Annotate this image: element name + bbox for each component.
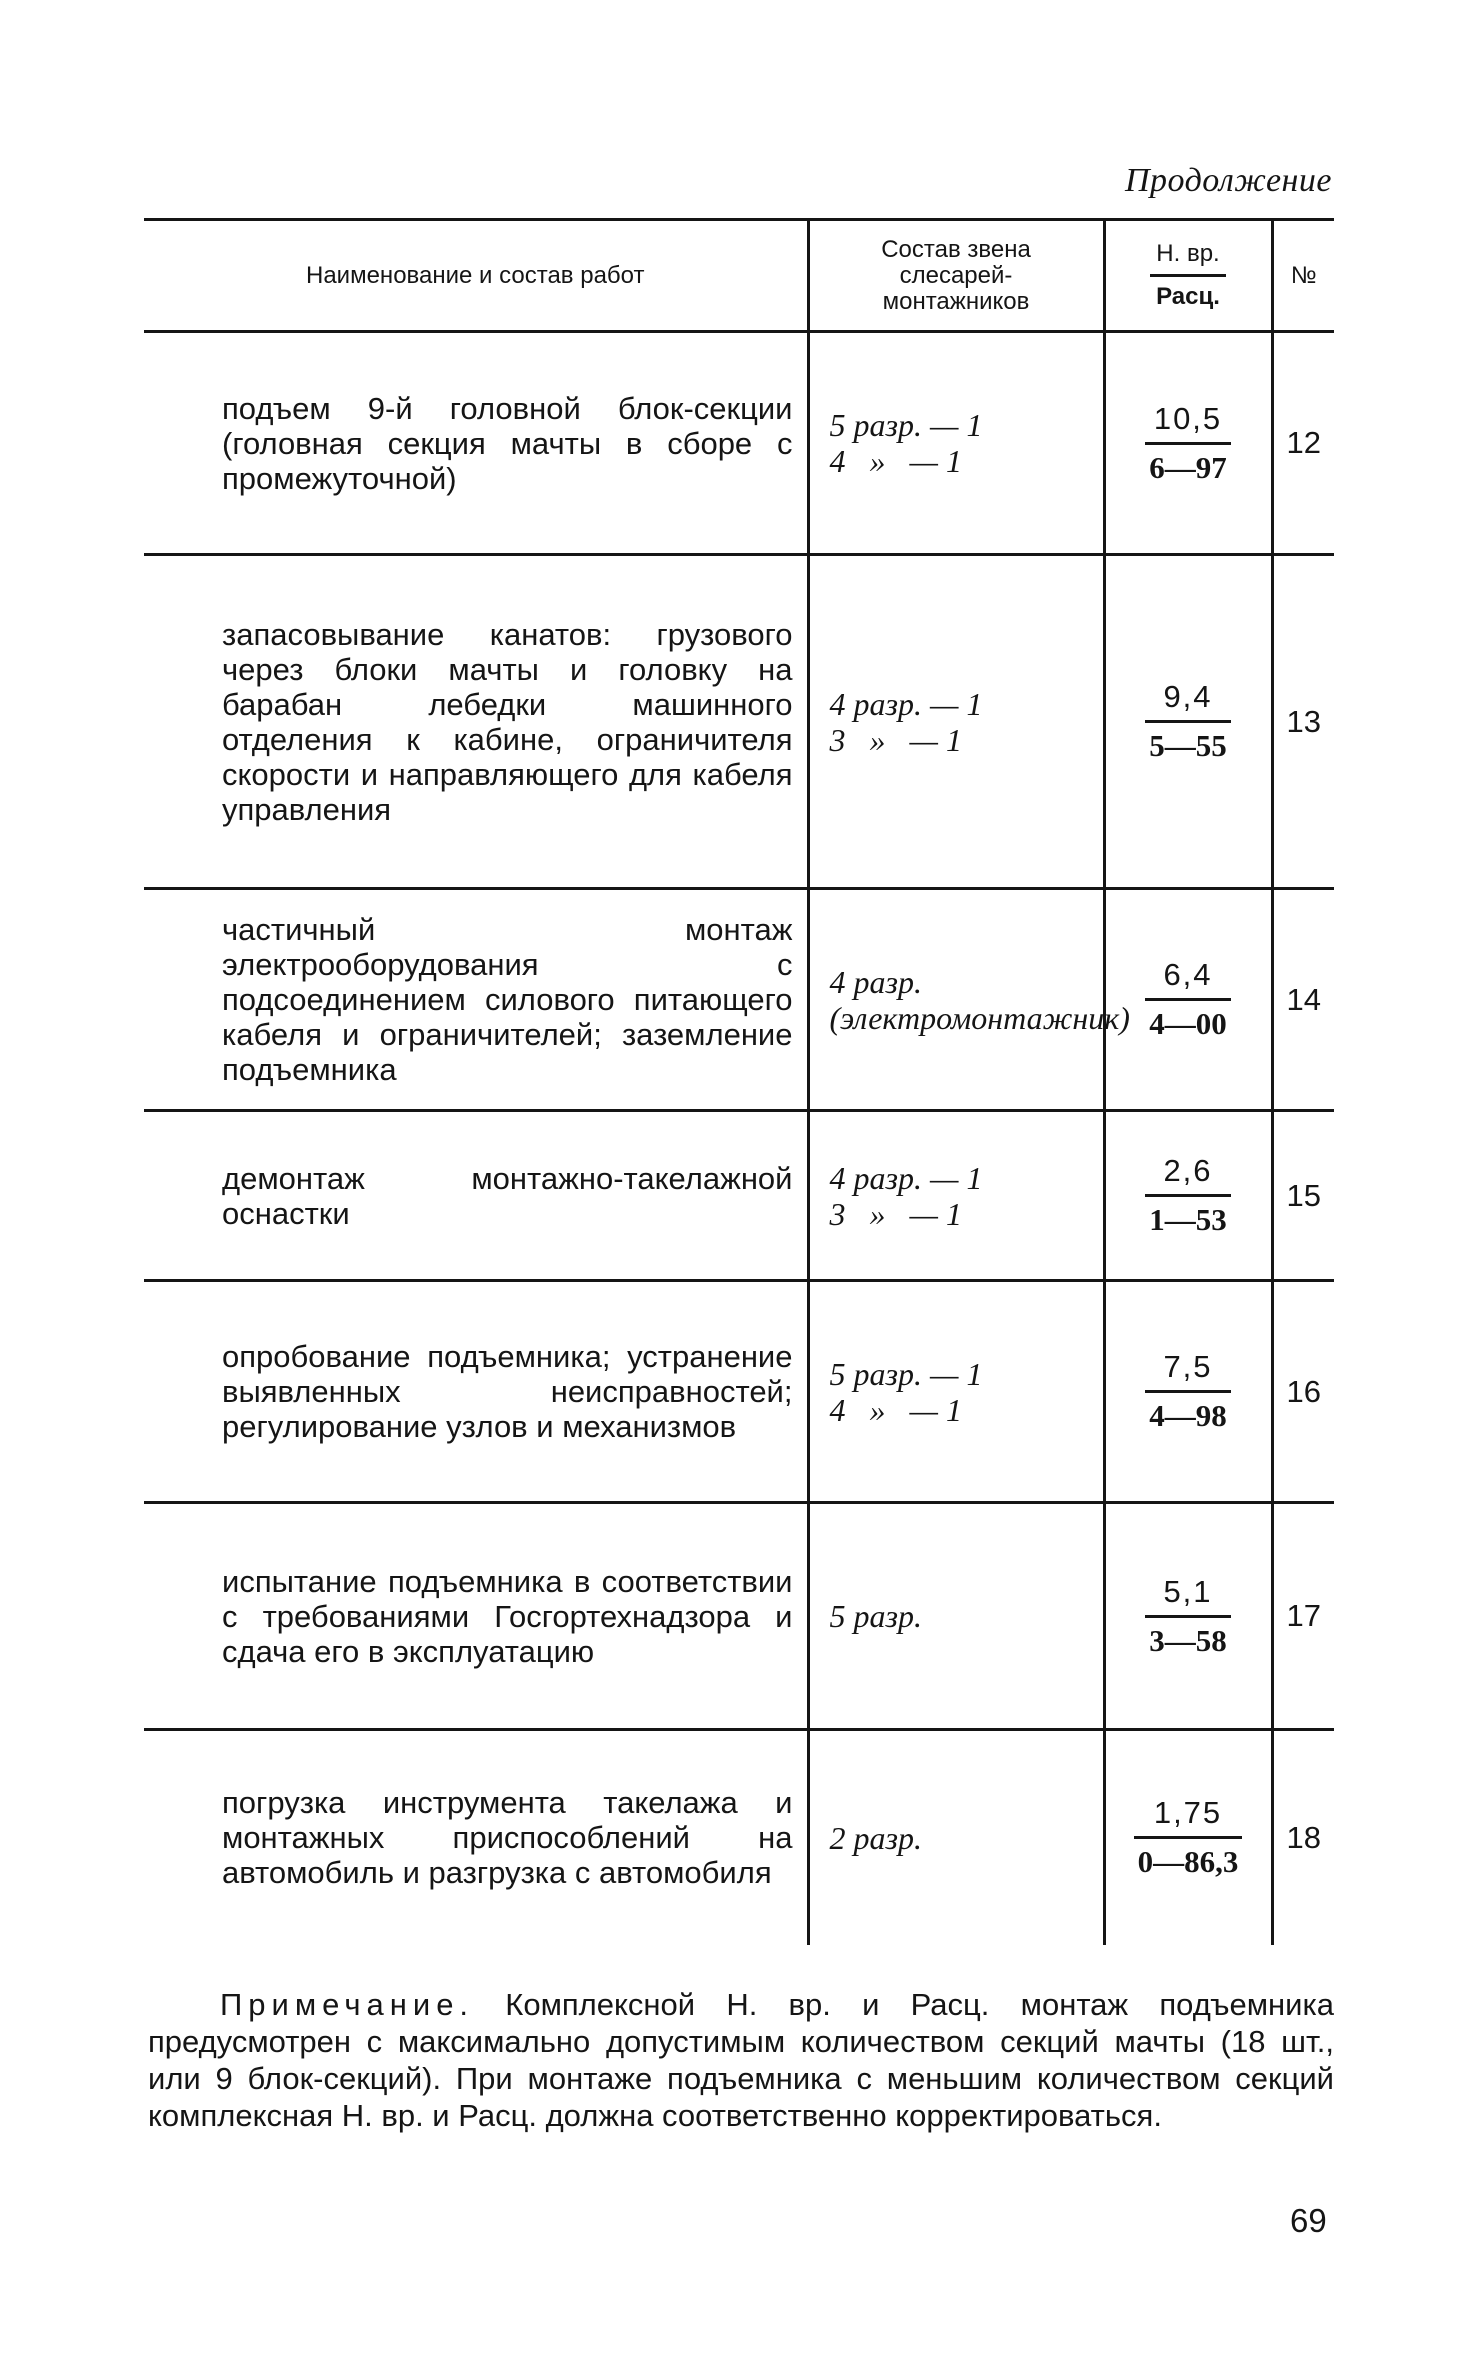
table-row — [144, 1281, 1334, 1503]
norm-cell — [1104, 332, 1272, 555]
row-number: 15 — [1272, 1111, 1334, 1281]
header-norm-fraction — [1150, 240, 1225, 311]
crew-line: 3 » — 1 — [829, 1195, 962, 1232]
norms-table — [144, 218, 1334, 1945]
row-number: 13 — [1272, 555, 1334, 889]
crew-composition — [808, 555, 1104, 889]
header-name: Наименование и состав работ — [306, 261, 645, 289]
crew-line: 4 разр. (электромонтажник) — [829, 963, 1130, 1036]
table-row — [144, 1503, 1334, 1730]
crew-composition — [808, 1111, 1104, 1281]
rate: 6—97 — [1149, 449, 1227, 485]
norm-fraction — [1145, 1153, 1231, 1238]
crew-composition — [808, 1730, 1104, 1945]
norm-time: 9,4 — [1145, 679, 1231, 723]
table-row — [144, 332, 1334, 555]
crew-line: 5 разр. — 1 — [829, 407, 983, 443]
note-label: Примечание. — [220, 1987, 475, 2022]
footnote — [148, 1986, 1334, 2134]
norm-time: 10,5 — [1145, 401, 1231, 445]
work-description: запасовывание канатов: грузового через блоки мачты и головку на барабан лебедки машинного отделения к кабине, ограничителя скорости и направляющего для кабеля управления — [222, 616, 793, 827]
norm-time: 6,4 — [1145, 957, 1231, 1001]
crew-line: 5 разр. — 1 — [829, 1355, 983, 1392]
crew-composition — [808, 1281, 1104, 1503]
work-description: погрузка инструмента такелажа и монтажных приспособлений на автомобиль и разгрузка с автомобиля — [222, 1785, 793, 1891]
rate: 1—53 — [1149, 1202, 1227, 1237]
work-description: подъем 9-й головной блок-секции (головная секция мачты в сборе с промежуточной) — [222, 390, 793, 496]
rate: 4—00 — [1149, 1006, 1227, 1041]
note-text: Комплексной Н. вр. и Расц. монтаж подъемника предусмотрен с максимально допустимым количеством секций мачты (18 шт., или 9 блок-секций). При монтаже подъемника с меньшим количеством секций комплексная Н. вр. и Расц. должна соответственно корректироваться. — [148, 1987, 1334, 2133]
rate: 3—58 — [1149, 1622, 1227, 1658]
row-number: 14 — [1272, 889, 1334, 1111]
crew-composition — [808, 332, 1104, 555]
norm-fraction — [1145, 1349, 1231, 1434]
norm-cell — [1104, 1503, 1272, 1730]
continuation-label: Продолжение — [1124, 162, 1332, 199]
norm-time: 7,5 — [1145, 1349, 1231, 1393]
crew-line: 4 » — 1 — [829, 443, 962, 479]
crew-line: 3 » — 1 — [829, 721, 962, 758]
work-description: испытание подъемника в соответствии с требованиями Госгортехнадзора и сдача его в эксплуатацию — [222, 1563, 793, 1669]
header-rate: Расц. — [1156, 283, 1220, 310]
norm-fraction — [1145, 679, 1231, 764]
header-number: № — [1272, 220, 1334, 332]
row-number: 16 — [1272, 1281, 1334, 1503]
crew-line: 4 разр. — 1 — [829, 1159, 983, 1196]
header-crew-label: Состав звена слесарей-монтажников — [881, 235, 1031, 315]
page-number: 69 — [1290, 2202, 1327, 2239]
row-number: 12 — [1272, 332, 1334, 555]
work-description: опробование подъемника; устранение выявленных неисправностей; регулирование узлов и механизмов — [222, 1339, 793, 1444]
table-header-row — [144, 220, 1334, 332]
table-row — [144, 1730, 1334, 1945]
table-row — [144, 1111, 1334, 1281]
crew-line: 4 » — 1 — [829, 1391, 962, 1428]
work-description: демонтаж монтажно-такелажной оснастки — [222, 1160, 793, 1231]
crew-line: 5 разр. — [829, 1598, 922, 1634]
norm-fraction — [1134, 1795, 1243, 1880]
crew-line: 4 разр. — 1 — [829, 685, 983, 722]
table-row — [144, 555, 1334, 889]
header-crew — [808, 220, 1104, 332]
norm-cell — [1104, 1111, 1272, 1281]
table-row — [144, 889, 1334, 1111]
rate: 4—98 — [1149, 1398, 1227, 1433]
rate: 0—86,3 — [1137, 1844, 1239, 1880]
row-number: 18 — [1272, 1730, 1334, 1945]
norm-cell — [1104, 555, 1272, 889]
norm-time: 1,75 — [1134, 1795, 1243, 1839]
norm-time: 5,1 — [1145, 1574, 1231, 1618]
work-description: частичный монтаж электрооборудования с подсоединением силового питающего кабеля и ограничителей; заземление подъемника — [222, 912, 793, 1087]
row-number: 17 — [1272, 1503, 1334, 1730]
crew-composition — [808, 889, 1130, 1111]
norm-fraction — [1145, 401, 1231, 486]
header-norm — [1104, 220, 1272, 332]
crew-composition — [808, 1503, 1104, 1730]
crew-line: 2 разр. — [829, 1819, 922, 1856]
norm-time: 2,6 — [1145, 1153, 1231, 1197]
norm-fraction — [1145, 1574, 1231, 1659]
norm-cell — [1104, 1281, 1272, 1503]
norm-cell — [1104, 1730, 1272, 1945]
header-norm-time: Н. вр. — [1150, 240, 1225, 277]
norm-fraction — [1145, 957, 1231, 1042]
rate: 5—55 — [1149, 728, 1227, 763]
